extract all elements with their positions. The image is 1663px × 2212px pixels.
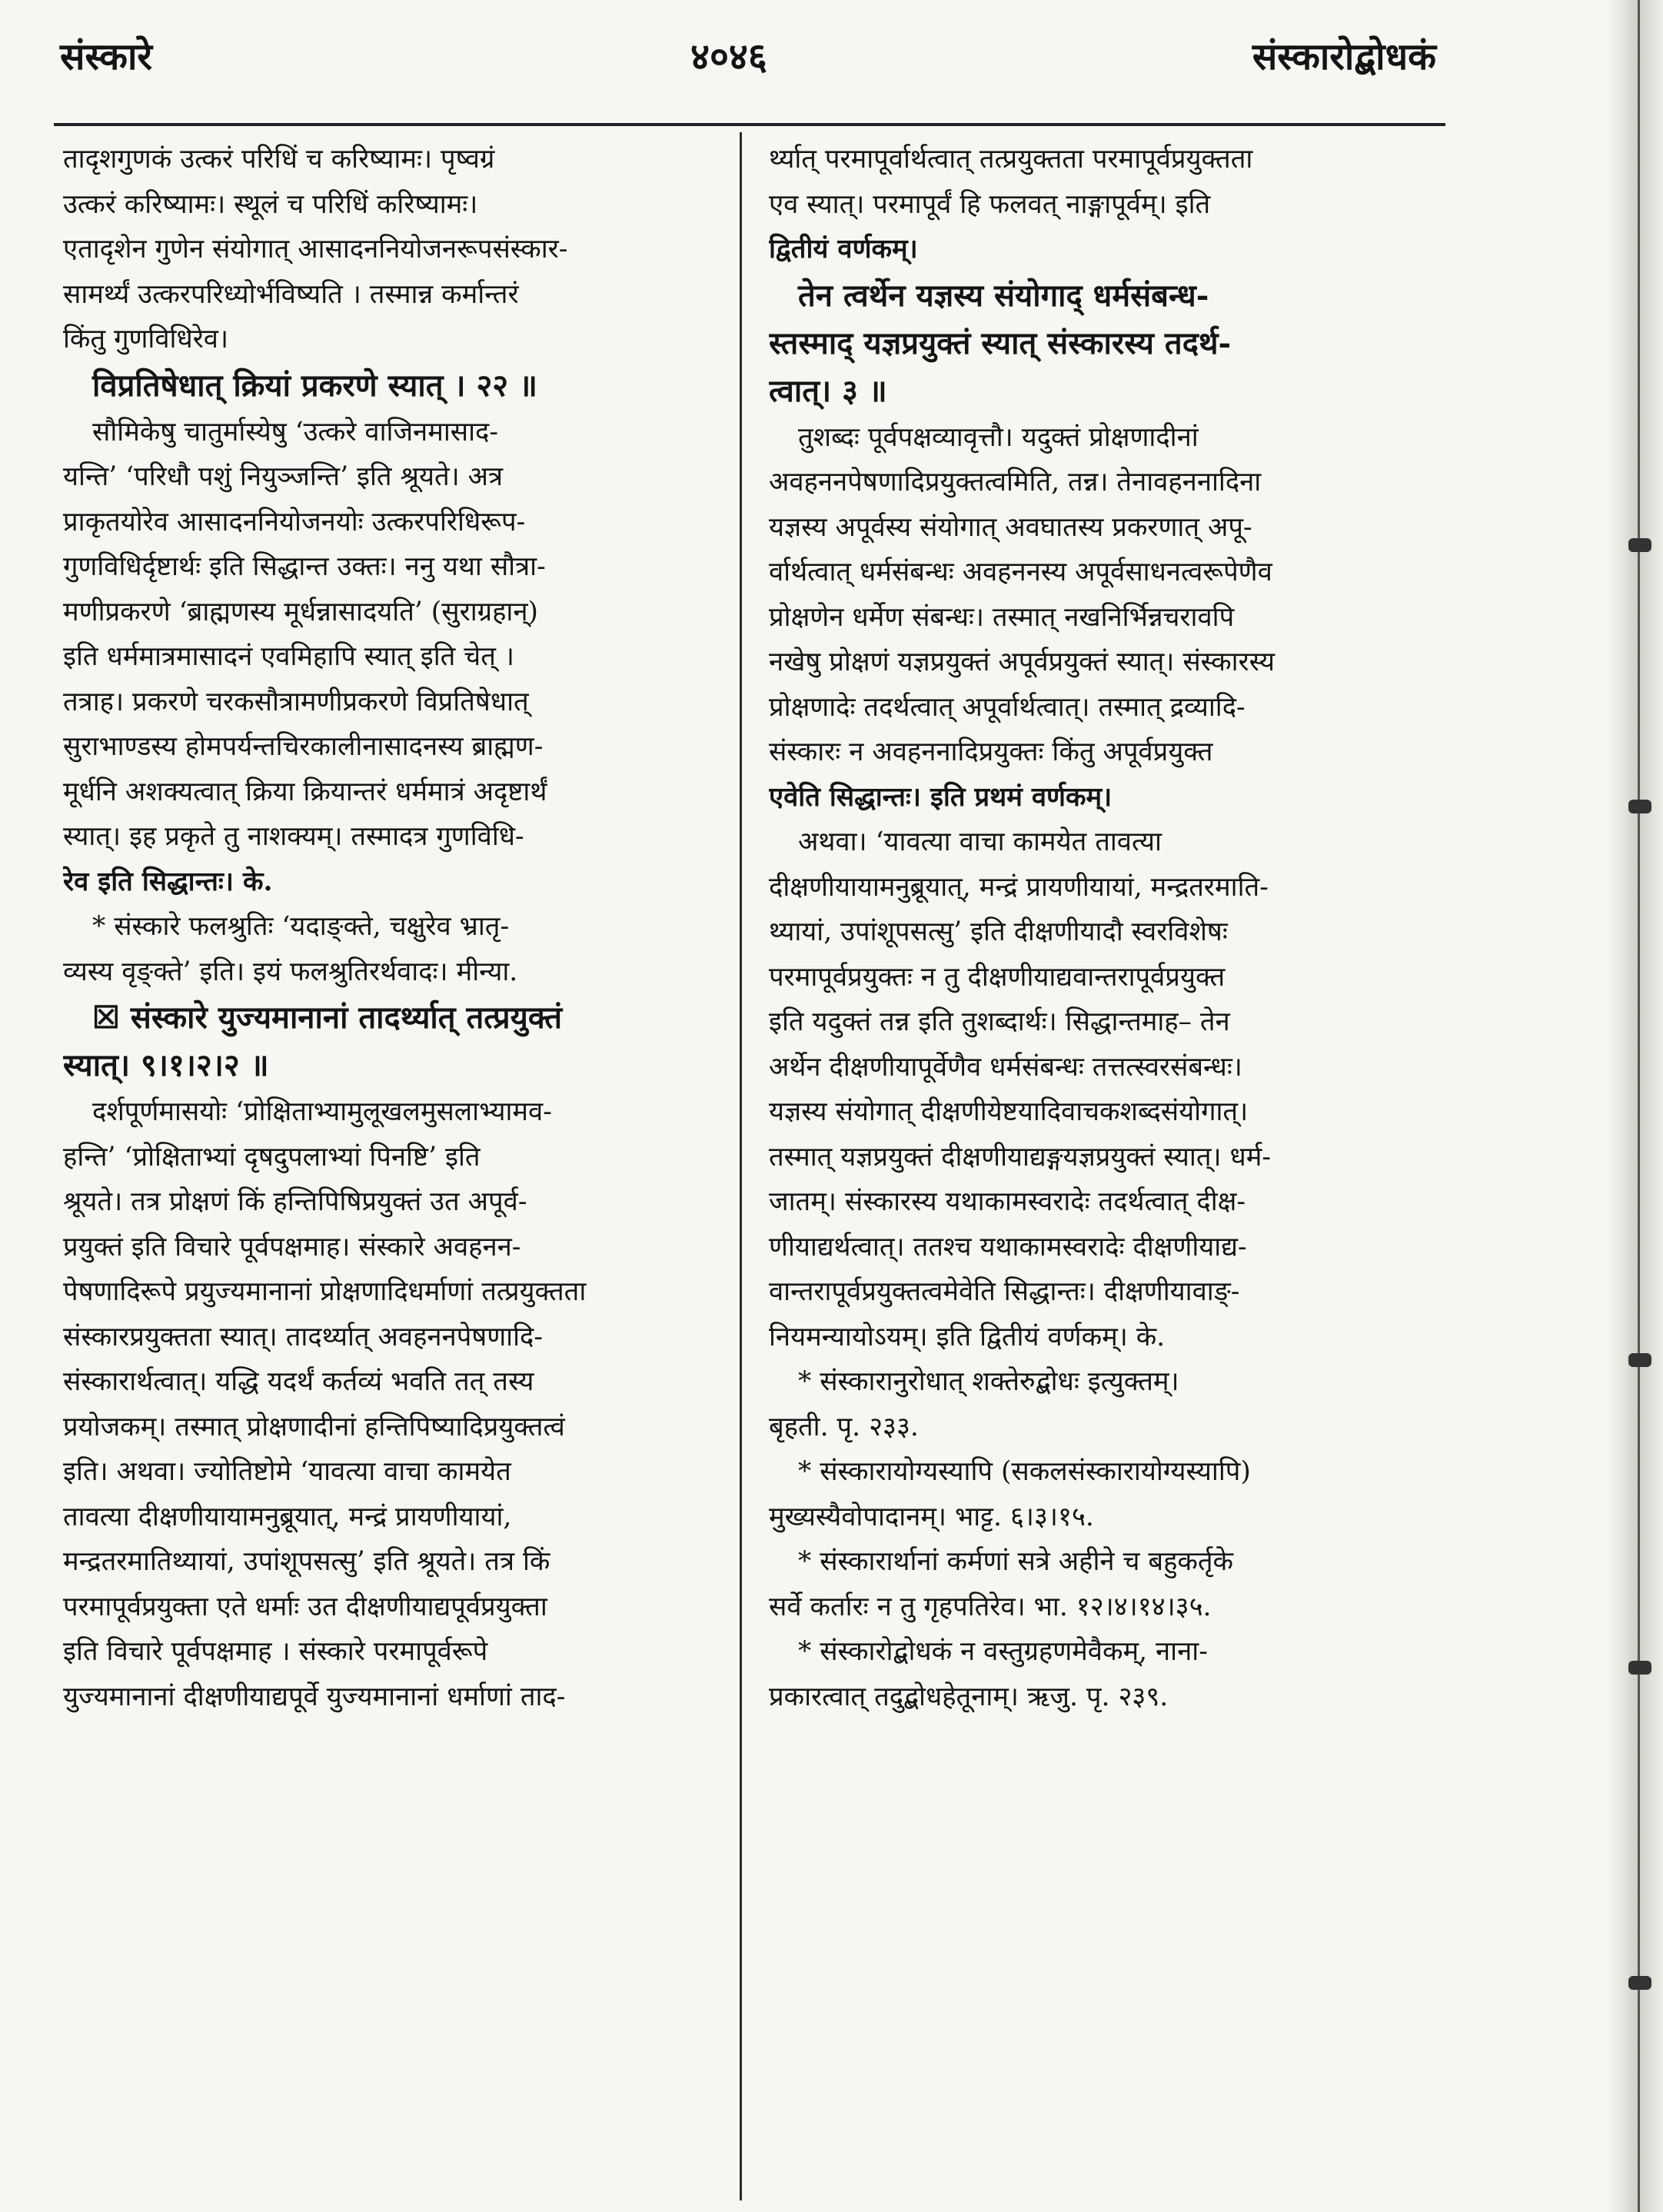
text-line: संस्कारार्थत्वात्। यद्धि यदर्थं कर्तव्यं भवति तत् तस्य — [63, 1366, 534, 1397]
text-line: नखेषु प्रोक्षणं यज्ञप्रयुक्तं अपूर्वप्रयुक्तं स्यात्। संस्कारस्य — [769, 647, 1276, 677]
text-line: द्वितीयं वर्णकम्। — [769, 234, 918, 264]
text-line: इति यदुक्तं तन्न इति तुशब्दार्थः। सिद्धान्तमाह– तेन — [769, 1006, 1230, 1037]
text-line: तादृशगुणकं उत्करं परिधिं च करिष्यामः। पृष्वग्रं — [63, 144, 495, 175]
text-line: अवहननपेषणादिप्रयुक्तत्वमिति, तन्न। तेनावहननादिना — [769, 467, 1262, 497]
sutra-line: स्यात्। ९।१।२।२ ॥ — [63, 1047, 269, 1083]
text-line: नियमन्यायोऽयम्। इति द्वितीयं वर्णकम्। के. — [769, 1321, 1166, 1352]
sutra-line: स्तस्माद् यज्ञप्रयुक्तं स्यात् संस्कारस्य तदर्थ- — [769, 324, 1232, 361]
text-line: दीक्षणीयायामनुब्रूयात्, मन्द्रं प्रायणीयायां, मन्द्रतरमाति- — [769, 871, 1269, 903]
text-line: र्थ्यात् परमापूर्वार्थत्वात् तत्प्रयुक्तता परमापूर्वप्रयुक्तता — [769, 144, 1253, 175]
sutra-line: विप्रतिषेधात् क्रियां प्रकरणे स्यात् । २२ ॥ — [92, 367, 537, 404]
text-line: संस्कारप्रयुक्तता स्यात्। तादर्थ्यात् अवहननपेषणादि- — [63, 1321, 544, 1352]
sutra-line: ☒ संस्कारे युज्यमानानां तादर्थ्यात् तत्प्रयुक्तं — [92, 1000, 563, 1036]
reference-entry: * संस्कारार्थानां कर्मणां सत्रे अहीने च बहुकर्तृके — [798, 1546, 1234, 1577]
text-line: परमापूर्वप्रयुक्ता एते धर्माः उत दीक्षणीयाद्यपूर्वप्रयुक्ता — [63, 1591, 547, 1622]
header-rule — [54, 123, 1445, 126]
text-line: वान्तरापूर्वप्रयुक्तत्वमेवेति सिद्धान्तः। दीक्षणीयावाङ्- — [769, 1276, 1240, 1307]
text-line: जातम्। संस्कारस्य यथाकामस्वरादेः तदर्थत्वात् दीक्ष- — [769, 1186, 1246, 1217]
text-line: प्रोक्षणादेः तदर्थत्वात् अपूर्वार्थत्वात्। तस्मात् द्रव्यादि- — [769, 691, 1246, 723]
text-line: अथवा। ‘यावत्या वाचा कामयेत तावत्या — [798, 827, 1162, 857]
text-line: बृहती. पृ. २३३. — [769, 1411, 919, 1442]
text-line: गुणविधिर्दृष्टार्थः इति सिद्धान्त उक्तः। ननु यथा सौत्रा- — [63, 551, 546, 582]
text-line: प्राकृतयोरेव आसादननियोजनयोः उत्करपरिधिरूप- — [63, 506, 526, 537]
text-line: सौमिकेषु चातुर्मास्येषु ‘उत्करे वाजिनमासाद- — [92, 416, 498, 447]
left-column — [63, 137, 732, 1719]
text-line: तुशब्दः पूर्वपक्षव्यावृत्तौ। यदुक्तं प्रोक्षणादीनां — [798, 421, 1199, 453]
text-line: परमापूर्वप्रयुक्तः न तु दीक्षणीयाद्यवान्तरापूर्वप्रयुक्त — [769, 961, 1226, 993]
text-line: सुराभाण्डस्य होमपर्यन्तचिरकालीनासादनस्य ब्राह्मण- — [63, 731, 544, 762]
text-line: इति धर्ममात्रमासादनं एवमिहापि स्यात् इति चेत् । — [63, 641, 514, 672]
text-line: सामर्थ्यं उत्करपरिध्योर्भविष्यति । तस्मान्न कर्मान्तरं — [63, 278, 519, 310]
binding-thread-mark — [1628, 800, 1651, 813]
reference-entry: * संस्कारायोग्यस्यापि (सकलसंस्कारायोग्यस्यापि) — [798, 1456, 1251, 1487]
text-line: तावत्या दीक्षणीयायामनुब्रूयात्, मन्द्रं प्रायणीयायां, — [63, 1501, 512, 1532]
sutra-line: त्वात्। ३ ॥ — [769, 372, 887, 409]
text-line: णीयाद्यर्थत्वात्। ततश्च यथाकामस्वरादेः दीक्षणीयाद्य- — [769, 1231, 1247, 1262]
text-line: पेषणादिरूपे प्रयुज्यमानानां प्रोक्षणादिधर्माणां तत्प्रयुक्तता — [63, 1276, 587, 1307]
text-line: तस्मात् यज्ञप्रयुक्तं दीक्षणीयाद्यङ्गयज्ञप्रयुक्तं स्यात्। धर्म- — [769, 1141, 1272, 1173]
text-line: थ्यायां, उपांशूपसत्सु’ इति दीक्षणीयादौ स्वरविशेषः — [769, 916, 1228, 947]
sutra-line: तेन त्वर्थेन यज्ञस्य संयोगाद् धर्मसंबन्ध- — [798, 277, 1209, 314]
text-line: हन्ति’ ‘प्रोक्षिताभ्यां दृषदुपलाभ्यां पिनष्टि’ इति — [63, 1141, 481, 1173]
binding-thread-mark — [1628, 538, 1651, 552]
text-line: एवेति सिद्धान्तः। इति प्रथमं वर्णकम्। — [769, 781, 1113, 813]
text-line: मुख्यस्यैवोपादानम्। भाट्ट. ६।३।१५. — [769, 1501, 1094, 1532]
text-line: र्वार्थत्वात् धर्मसंबन्धः अवहननस्य अपूर्वसाधनत्वरूपेणैव — [769, 557, 1272, 587]
text-line: एव स्यात्। परमापूर्वं हि फलवत् नाङ्गापूर्वम्। इति — [769, 188, 1211, 220]
text-line: मूर्धनि अशक्यत्वात् क्रिया क्रियान्तरं धर्ममात्रं अदृष्टार्थं — [63, 776, 547, 807]
text-line: श्रूयते। तत्र प्रोक्षणं किं हन्तिपिषिप्रयुक्तं उत अपूर्व- — [63, 1186, 527, 1217]
text-line: उत्करं करिष्यामः। स्थूलं च परिधिं करिष्यामः। — [63, 188, 478, 220]
text-line: अर्थेन दीक्षणीयापूर्वेणैव धर्मसंबन्धः तत्तत्स्वरसंबन्धः। — [769, 1051, 1242, 1083]
text-line: रेव इति सिद्धान्तः। के. — [63, 866, 273, 897]
text-line: प्रोक्षणेन धर्मेण संबन्धः। तस्मात् नखनिर्भिन्नचरावपि — [769, 601, 1235, 633]
text-line: प्रकारत्वात् तदुद्बोधहेतूनाम्। ऋजु. पृ. २३९. — [769, 1681, 1169, 1712]
binding-thread-mark — [1628, 1661, 1651, 1675]
reference-entry: * संस्कारानुरोधात् शक्तेरुद्बोधः इत्युक्तम्। — [798, 1366, 1179, 1397]
text-line: यज्ञस्य अपूर्वस्य संयोगात् अवघातस्य प्रकरणात् अपू- — [769, 511, 1252, 543]
binding-edge-line — [1638, 0, 1640, 2212]
text-line: संस्कारः न अवहननादिप्रयुक्तः किंतु अपूर्वप्रयुक्त — [769, 737, 1213, 767]
text-line: युज्यमानानां दीक्षणीयाद्यपूर्वे युज्यमानानां धर्माणां ताद- — [63, 1681, 566, 1712]
text-line: प्रयुक्तं इति विचारे पूर्वपक्षमाह। संस्कारे अवहनन- — [63, 1231, 521, 1262]
column-divider — [740, 132, 742, 2200]
text-line: किंतु गुणविधिरेव। — [63, 324, 229, 354]
text-line: इति। अथवा। ज्योतिष्टोमे ‘यावत्या वाचा कामयेत — [63, 1456, 511, 1487]
text-line: स्यात्। इह प्रकृते तु नाशक्यम्। तस्मादत्र गुणविधि- — [63, 821, 524, 852]
text-line: इति विचारे पूर्वपक्षमाह । संस्कारे परमापूर्वरूपे — [63, 1636, 488, 1667]
reference-entry: * संस्कारे फलश्रुतिः ‘यदाङ्क्ते, चक्षुरेव भ्रातृ- — [92, 911, 510, 942]
text-line: एतादृशेन गुणेन संयोगात् आसादननियोजनरूपसंस्कार- — [63, 234, 568, 264]
text-line: यज्ञस्य संयोगात् दीक्षणीयेष्टयादिवाचकशब्दसंयोगात्। — [769, 1096, 1249, 1127]
text-line: मणीप्रकरणे ‘ब्राह्मणस्य मूर्धन्नासादयति’ (सुराग्रहान्) — [63, 596, 538, 627]
binding-thread-mark — [1628, 1976, 1651, 1990]
text-line: प्रयोजकम्। तस्मात् प्रोक्षणादीनां हन्तिपिष्यादिप्रयुक्तत्वं — [63, 1411, 565, 1442]
header-right-keyword: संस्कारोद्बोधकं — [1252, 35, 1436, 78]
text-line: सर्वे कर्तारः न तु गृहपतिरेव। भा. १२।४।१४।३५. — [769, 1591, 1212, 1622]
text-line: मन्द्रतरमातिथ्यायां, उपांशूपसत्सु’ इति श्रूयते। तत्र किं — [63, 1546, 550, 1577]
page-edge-shadow — [1607, 0, 1663, 2212]
binding-thread-mark — [1628, 1353, 1651, 1367]
reference-entry: * संस्कारोद्बोधकं न वस्तुग्रहणमेवैकम्, नाना- — [798, 1636, 1208, 1667]
text-line: यन्ति’ ‘परिधौ पशुं नियुञ्जन्ति’ इति श्रूयते। अत्र — [63, 461, 504, 492]
text-line: तत्राह। प्रकरणे चरकसौत्रामणीप्रकरणे विप्रतिषेधात् — [63, 686, 529, 717]
running-header — [60, 31, 1436, 100]
text-line: व्यस्य वृङ्क्ते’ इति। इयं फलश्रुतिरर्थवादः। मीन्या. — [63, 956, 518, 987]
header-left-keyword: संस्कारे — [60, 35, 153, 78]
text-line: दर्शपूर्णमासयोः ‘प्रोक्षिताभ्यामुलूखलमुसलाभ्यामव- — [92, 1096, 552, 1127]
page-number: ४०४६ — [690, 35, 767, 78]
right-column — [769, 137, 1439, 1719]
